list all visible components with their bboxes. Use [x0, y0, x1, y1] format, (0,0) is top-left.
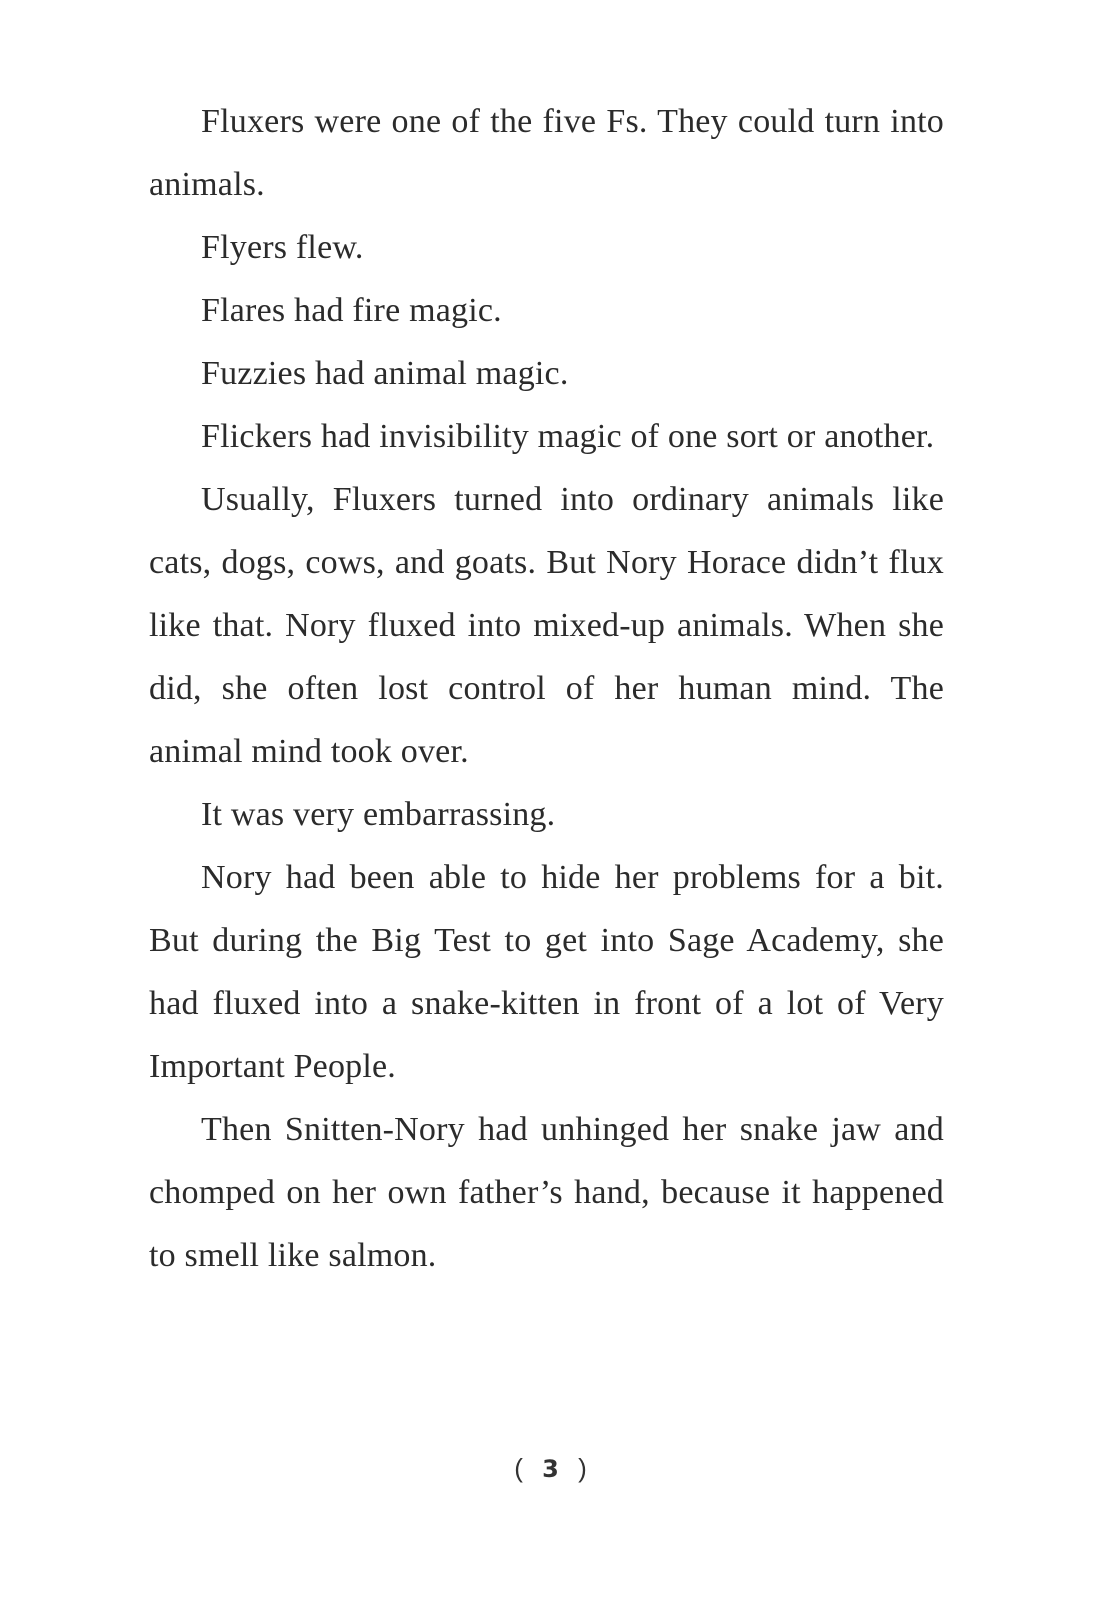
paragraph-flickers: Flickers had invisibility magic of one sort or another.	[201, 418, 935, 455]
page-body	[149, 90, 944, 1287]
paragraph-snitten: Then Snitten-Nory had unhinged her snake jaw and chomped on her own father’s hand, because it happened to smell like salmon.	[149, 1111, 944, 1274]
folio-open-paren: (	[514, 1453, 523, 1483]
paragraph-fluxers: Fluxers were one of the five Fs. They could turn into animals.	[149, 103, 944, 203]
page-number: 3	[542, 1455, 559, 1483]
folio-close-paren: )	[578, 1453, 587, 1483]
paragraph-fuzzies: Fuzzies had animal magic.	[201, 355, 569, 392]
paragraph-big-test: Nory had been able to hide her problems for a bit. But during the Big Test to get into Sage Academy, she had fluxed into a snake-kitten in front of a lot of Very Important People.	[149, 859, 944, 1085]
paragraph-nory-flux: Usually, Fluxers turned into ordinary animals like cats, dogs, cows, and goats. But Nory Horace didn’t flux like that. Nory fluxed into mixed-up animals. When she did, she often lost control of her human mind. The animal mind took over.	[149, 481, 944, 770]
paragraph-flyers: Flyers flew.	[201, 229, 364, 266]
paragraph-embarrassing: It was very embarrassing.	[201, 796, 556, 833]
paragraph-flares: Flares had fire magic.	[201, 292, 502, 329]
page-number-folio	[0, 1453, 1101, 1484]
